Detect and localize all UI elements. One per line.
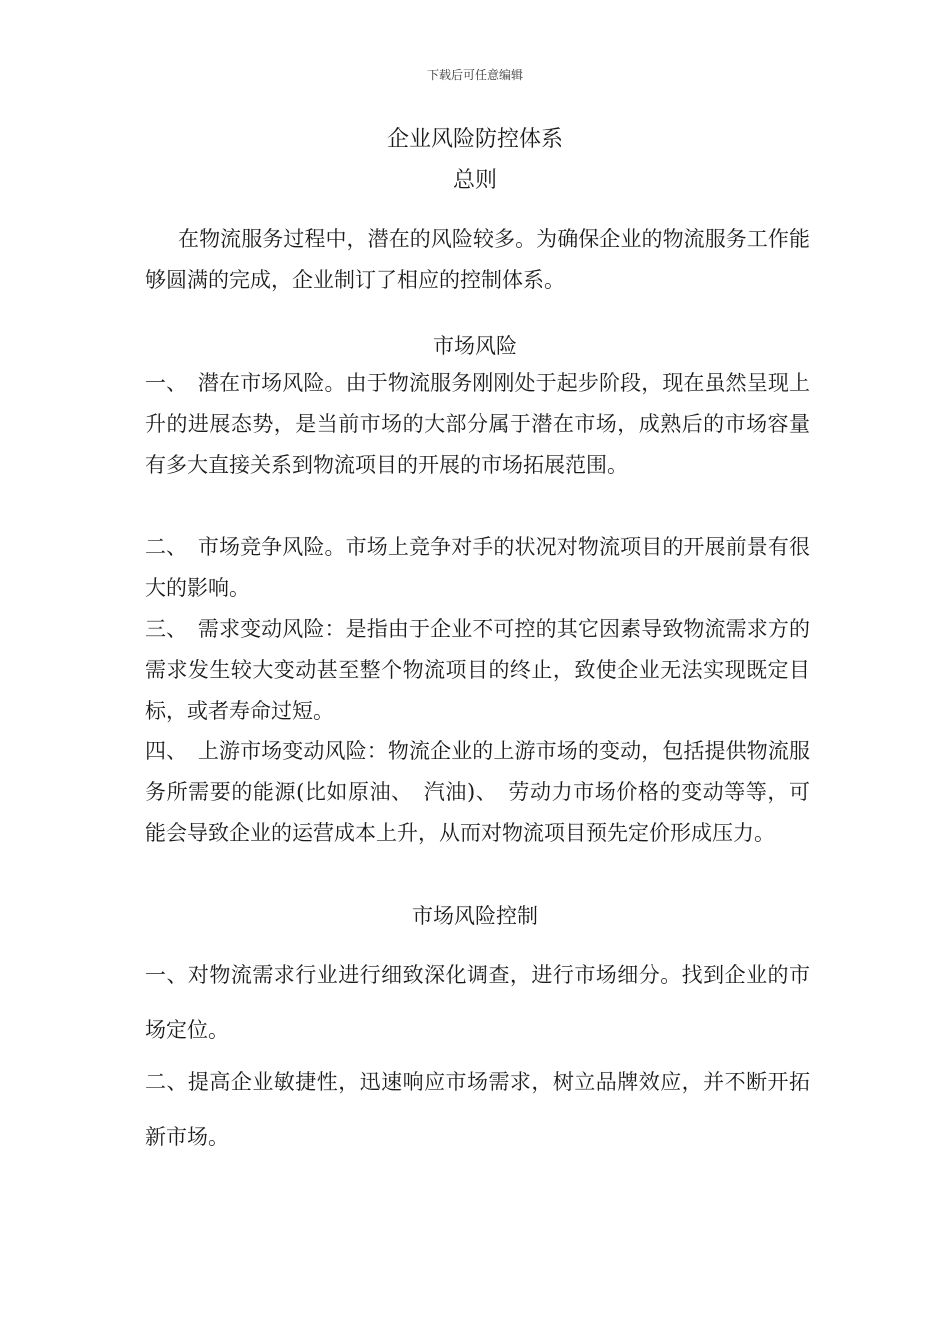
market-risk-item-1: 一、 潜在市场风险。由于物流服务刚刚处于起步阶段，现在虽然呈现上升的进展态势，是当前市场的大部分属于潜在市场，成熟后的市场容量有多大直接关系到物流项目的开展的市场拓展范围。 — [145, 371, 810, 477]
market-risk-control-heading: 市场风险控制 — [412, 904, 538, 928]
document-title: 企业风险防控体系 — [386, 127, 563, 152]
control-item-1: 一、对物流需求行业进行细致深化调查，进行市场细分。找到企业的市场定位。 — [145, 963, 810, 1042]
market-risk-heading: 市场风险 — [433, 334, 517, 358]
intro-paragraph: 在物流服务过程中，潜在的风险较多。为确保企业的物流服务工作能够圆满的完成，企业制订了相应的控制体系。 — [145, 227, 810, 292]
market-risk-item-3: 三、 需求变动风险：是指由于企业不可控的其它因素导致物流需求方的需求发生较大变动甚至整个物流项目的终止，致使企业无法实现既定目标，或者寿命过短。 — [145, 617, 810, 723]
document-subtitle: 总则 — [452, 168, 497, 193]
control-item-2: 二、提高企业敏捷性，迅速响应市场需求，树立品牌效应，并不断开拓新市场。 — [145, 1070, 810, 1149]
market-risk-item-2: 二、 市场竞争风险。市场上竞争对手的状况对物流项目的开展前景有很大的影响。 — [145, 535, 810, 600]
header-note: 下载后可任意编辑 — [426, 68, 523, 82]
market-risk-item-4: 四、 上游市场变动风险：物流企业的上游市场的变动，包括提供物流服务所需要的能源(比如原油、 汽油)、 劳动力市场价格的变动等等，可能会导致企业的运营成本上升，从而对物流项目预先定价形成压力。 — [145, 739, 810, 845]
